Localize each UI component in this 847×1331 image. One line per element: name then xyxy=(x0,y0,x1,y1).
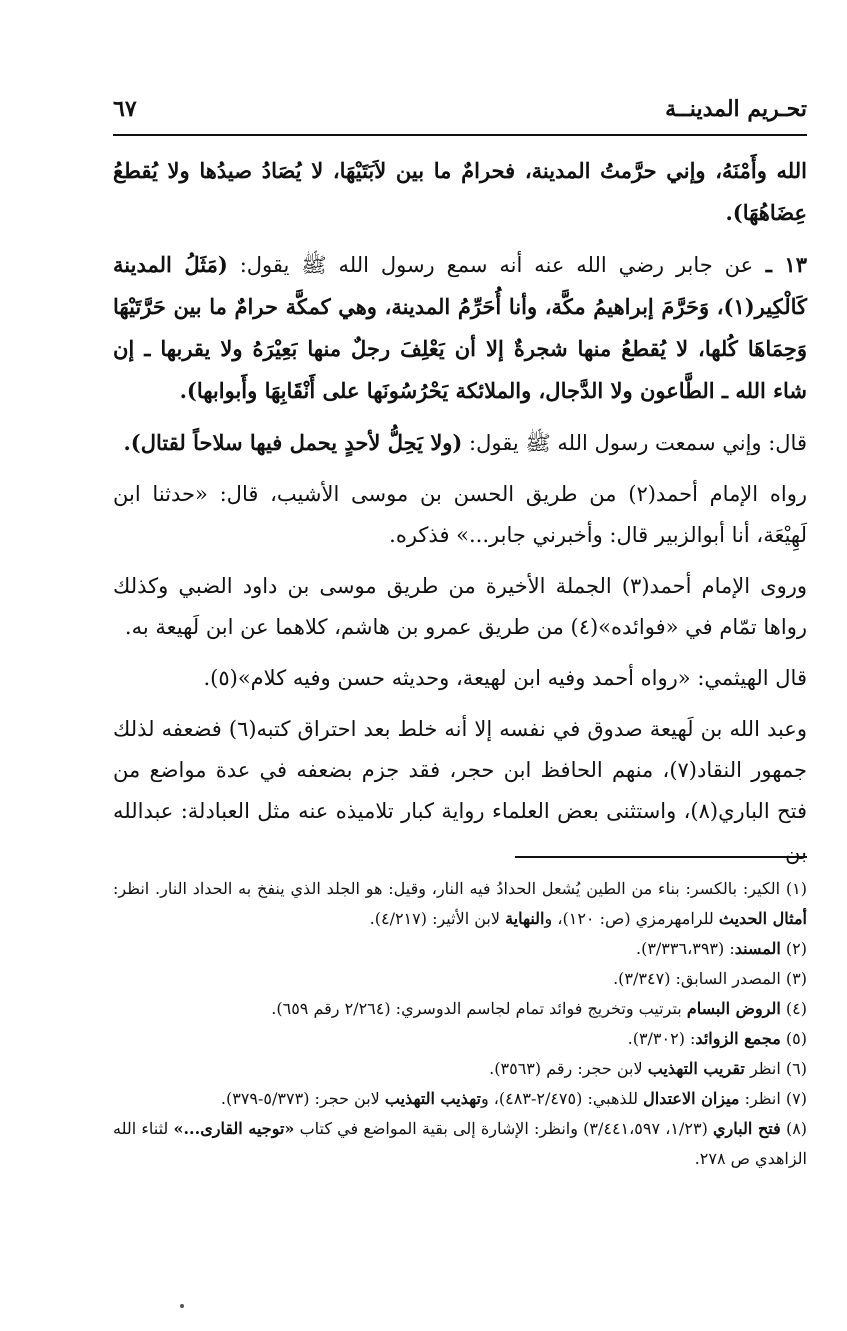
text-run: للذهبي: (٢/٤٧٥-٤٨٣)، و xyxy=(480,1089,644,1108)
bold-text: «توجيه القارى...» xyxy=(173,1119,295,1138)
main-text xyxy=(113,150,807,883)
footnote-separator xyxy=(515,856,807,858)
paragraph xyxy=(113,566,807,648)
footnote xyxy=(113,1084,807,1114)
footnote xyxy=(113,1114,807,1174)
page-number: ٦٧ xyxy=(113,96,137,122)
paragraph xyxy=(113,658,807,699)
paragraph xyxy=(113,150,807,234)
bold-text: النهاية xyxy=(505,909,545,928)
text-run: (٣) المصدر السابق: (٣/٣٤٧). xyxy=(613,969,807,988)
paragraph xyxy=(113,474,807,556)
bold-text: المسند xyxy=(734,939,781,958)
bold-text: تقريب التهذيب xyxy=(647,1059,745,1078)
paragraph xyxy=(113,244,807,412)
page-speck xyxy=(180,1304,184,1308)
text-run: : (٣/٣٠٢). xyxy=(627,1029,696,1048)
text-run: وعبد الله بن لَهيعة صدوق في نفسه إلا أنه خلط بعد احتراق كتبه(٦) فضعفه لذلك جمهور النقاد(٧)، منهم الحافظ ابن حجر، فقد جزم بضعفه في عدة مواضع من فتح الباري(٨)، واستثنى بعض العلماء رواية كبار تلاميذه عنه مثل العبادلة: عبدالله بن xyxy=(113,717,807,864)
text-run: : (٣/٣٣٦،٣٩٣). xyxy=(635,939,735,958)
text-run: (٤) xyxy=(780,999,807,1018)
paragraph xyxy=(113,709,807,873)
text-run: لثناء الله الزاهدي ص ٢٧٨. xyxy=(113,1119,807,1168)
text-run: قال الهيثمي: «رواه أحمد وفيه ابن لهيعة، وحديثه حسن وفيه كلام»(٥). xyxy=(203,666,807,690)
text-run: عن جابر رضي الله عنه أنه سمع رسول الله ﷺ يقول: xyxy=(227,253,754,277)
text-run: للرامهرمزي (ص: ١٢٠)، و xyxy=(544,909,719,928)
bold-text: تهذيب التهذيب xyxy=(384,1089,481,1108)
text-run: (٧) انظر: xyxy=(739,1089,807,1108)
footnote xyxy=(113,964,807,994)
text-run: لابن الأثير: (٤/٢١٧). xyxy=(369,909,506,928)
text-run: (٨) xyxy=(780,1119,808,1138)
header-rule xyxy=(113,134,807,136)
bold-text: مجمع الزوائد xyxy=(695,1029,781,1048)
footnote xyxy=(113,1054,807,1084)
bold-text: ١٣ ـ xyxy=(753,252,807,277)
running-title: تحـريم المدينــة xyxy=(665,96,807,122)
footnote xyxy=(113,874,807,934)
text-run: رواه الإمام أحمد(٢) من طريق الحسن بن موسى الأشيب، قال: «حدثنا ابن لَهِيْعَة، أنا أبوالزبير قال: وأخبرني جابر...» فذكره. xyxy=(113,482,807,547)
bold-text: الروض البسام xyxy=(686,999,781,1018)
text-run: (١) الكير: بالكسر: بناء من الطين يُشعل الحدادُ فيه النار، وقيل: هو الجلد الذي ينفخ به الحداد النار. انظر: xyxy=(113,879,807,898)
text-run: (٦) انظر xyxy=(744,1059,807,1078)
text-run: وروى الإمام أحمد(٣) الجملة الأخيرة من طريق موسى بن داود الضبي وكذلك رواها تمّام في «فوائده»(٤) من طريق عمرو بن هاشم، كلاهما عن ابن لَهيعة به. xyxy=(113,574,807,639)
text-run: (١/٢٣، ٣/٤٤١،٥٩٧) وانظر: الإشارة إلى بقية المواضع في كتاب xyxy=(294,1119,714,1138)
footnote xyxy=(113,1024,807,1054)
bold-text: فتح الباري xyxy=(713,1119,781,1138)
footnote xyxy=(113,934,807,964)
paragraph xyxy=(113,422,807,464)
footnote xyxy=(113,994,807,1024)
text-run: قال: وإني سمعت رسول الله ﷺ يقول: xyxy=(462,431,807,455)
bold-text: (ولا يَحِلُّ لأحدٍ يحمل فيها سلاحاً لقتال). xyxy=(123,430,463,455)
text-run: (٢) xyxy=(780,939,807,958)
text-run: لابن حجر: (٥/٣٧٣-٣٧٩). xyxy=(220,1089,385,1108)
text-run: لابن حجر: رقم (٣٥٦٣). xyxy=(489,1059,648,1078)
bold-text: (مَثَلُ المدينة كَالْكِير(١)، وَحَرَّمَ إبراهيمُ مكَّة، وأنا أُحَرِّمُ المدينة، وهي كمكَّة حرامٌ ما بين حَرَّتَيْهَا وَحِمَاهَا كُلها، لا يُقطعُ منها شجرةٌ إلا أن يَعْلِفَ رجلٌ منها بَعِيْرَهُ ولا يقربها ـ إن شاء الله ـ الطَّاعون ولا الدَّجال، والملائكة يَحْرُسُونَها على أَنْقَابِهَا وأَبوابها). xyxy=(113,252,807,403)
text-run: بترتيب وتخريج فوائد تمام لجاسم الدوسري: (٢/٢٦٤ رقم ٦٥٩). xyxy=(271,999,687,1018)
page-header xyxy=(113,82,807,122)
footnotes xyxy=(113,874,807,1174)
bold-text: ميزان الاعتدال xyxy=(643,1089,740,1108)
bold-text: الله وأَمْنَهُ، وإني حرَّمتُ المدينة، فحرامٌ ما بين لاَبَتَيْهَا، لا يُصَادُ صيدُها ولا يُقطعُ عِضَاهُهَا). xyxy=(113,158,807,225)
text-run: (٥) xyxy=(780,1029,807,1048)
bold-text: أمثال الحديث xyxy=(718,909,807,928)
